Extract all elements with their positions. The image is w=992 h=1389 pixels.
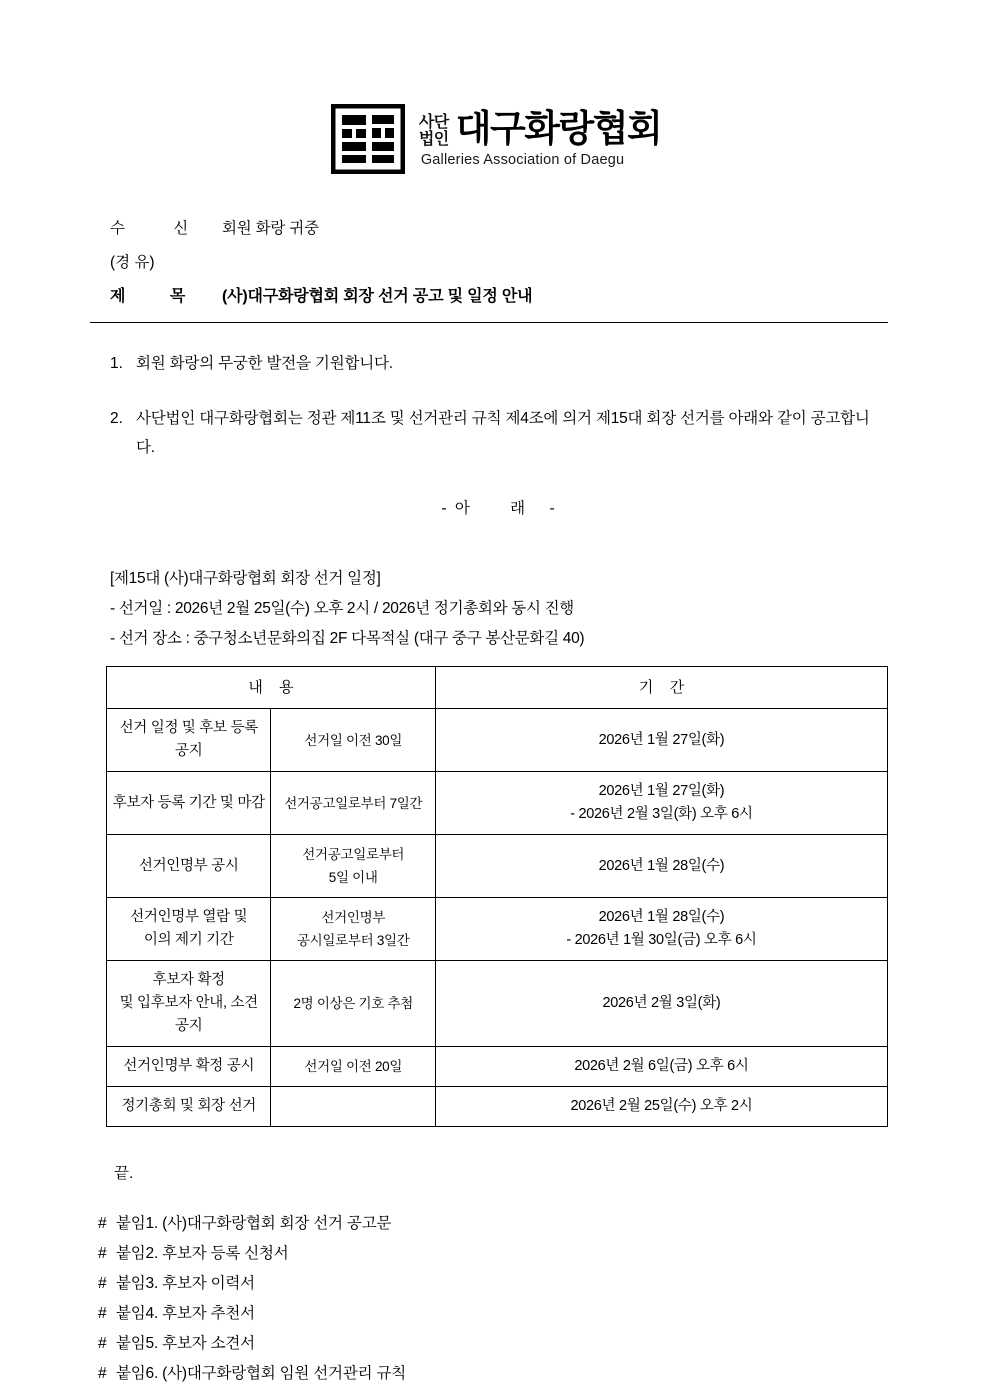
attachment-text: 붙임1. (사)대구화랑협회 회장 선거 공고문 — [116, 1215, 392, 1232]
schedule-line-date: - 선거일 : 2026년 2월 25일(수) 오후 2시 / 2026년 정기총회와 동시 진행 — [110, 600, 574, 617]
hash-marker: # — [98, 1305, 107, 1322]
row-period: 2026년 1월 27일(화) — [435, 709, 887, 772]
logo-sadan-text: 사단 — [418, 114, 449, 131]
header-divider — [90, 322, 888, 323]
arae-dash-left: - — [441, 500, 449, 517]
seal-logo-icon — [331, 104, 405, 174]
row-content: 선거인명부 확정 공시 — [107, 1047, 271, 1087]
table-row — [107, 835, 888, 898]
table-header-content: 내 용 — [107, 667, 436, 709]
row-basis: 선거일 이전 30일 — [271, 709, 435, 772]
logo-bubin-text: 법인 — [418, 131, 449, 148]
row-content: 후보자 확정 및 입후보자 안내, 소견 공지 — [107, 961, 271, 1047]
paragraph-2-number: 2. — [110, 410, 123, 427]
row-period: 2026년 1월 27일(화) - 2026년 2월 3일(화) 오후 6시 — [435, 772, 887, 835]
paragraph-2-text: 사단법인 대구화랑협회는 정관 제11조 및 선거관리 규칙 제4조에 의거 제15대 회장 선거를 아래와 같이 공고합니다. — [136, 410, 870, 456]
row-basis: 선거공고일로부터 7일간 — [271, 772, 435, 835]
table-body — [107, 709, 888, 1127]
logo-corporate-prefix — [419, 114, 449, 148]
row-period: 2026년 2월 3일(화) — [435, 961, 887, 1047]
via-row — [110, 246, 888, 280]
arae-label: 아 래 — [454, 500, 544, 517]
attachment-text: 붙임3. 후보자 이력서 — [116, 1275, 255, 1292]
hash-marker: # — [98, 1365, 107, 1382]
attachment-text: 붙임4. 후보자 추천서 — [116, 1305, 255, 1322]
row-basis: 선거일 이전 20일 — [271, 1047, 435, 1087]
arae-dash-right: - — [549, 500, 557, 517]
hash-marker: # — [98, 1245, 107, 1262]
election-schedule-table — [106, 666, 888, 1127]
row-basis — [271, 1087, 435, 1127]
document-body — [110, 349, 888, 654]
row-content: 선거 일정 및 후보 등록 공지 — [107, 709, 271, 772]
table-row — [107, 1087, 888, 1127]
schedule-title: [제15대 (사)대구화랑협회 회장 선거 일정] — [110, 570, 381, 587]
table-row — [107, 898, 888, 961]
row-basis: 선거공고일로부터 5일 이내 — [271, 835, 435, 898]
row-content: 후보자 등록 기간 및 마감 — [107, 772, 271, 835]
hash-marker: # — [98, 1275, 107, 1292]
paragraph-1 — [110, 349, 888, 378]
association-logo — [0, 0, 992, 174]
attachment-list — [98, 1209, 992, 1389]
list-item — [98, 1239, 992, 1269]
row-basis: 2명 이상은 기호 추첨 — [271, 961, 435, 1047]
recipient-value: 회원 화랑 귀중 — [222, 220, 319, 237]
table-header-period: 기 간 — [435, 667, 887, 709]
paragraph-1-text: 회원 화랑의 무궁한 발전을 기원합니다. — [136, 355, 393, 372]
row-content: 선거인명부 공시 — [107, 835, 271, 898]
list-item — [98, 1359, 992, 1389]
list-item — [98, 1299, 992, 1329]
paragraph-1-number: 1. — [110, 355, 123, 372]
row-period: 2026년 2월 25일(수) 오후 2시 — [435, 1087, 887, 1127]
subject-label: 제 목 — [110, 288, 206, 305]
list-item — [98, 1209, 992, 1239]
row-period: 2026년 2월 6일(금) 오후 6시 — [435, 1047, 887, 1087]
logo-name-en: Galleries Association of Daegu — [420, 152, 625, 168]
row-basis: 선거인명부 공시일로부터 3일간 — [271, 898, 435, 961]
row-period: 2026년 1월 28일(수) — [435, 835, 887, 898]
end-mark: 끝. — [114, 1165, 134, 1182]
table-row — [107, 709, 888, 772]
paragraph-2 — [110, 404, 888, 462]
table-row — [107, 1047, 888, 1087]
attachment-text: 붙임6. (사)대구화랑협회 임원 선거관리 규칙 — [116, 1365, 407, 1382]
recipient-label: 수 신 — [110, 220, 211, 237]
subject-value: (사)대구화랑협회 회장 선거 공고 및 일정 안내 — [222, 288, 533, 305]
document-header-fields — [110, 212, 888, 314]
row-content: 정기총회 및 회장 선거 — [107, 1087, 271, 1127]
hash-marker: # — [98, 1335, 107, 1352]
attachment-text: 붙임2. 후보자 등록 신청서 — [116, 1245, 289, 1262]
table-row — [107, 772, 888, 835]
subject-row — [110, 280, 888, 314]
list-item — [98, 1269, 992, 1299]
schedule-line-venue: - 선거 장소 : 중구청소년문화의집 2F 다목적실 (대구 중구 봉산문화길 40) — [110, 630, 585, 647]
table-row — [107, 961, 888, 1047]
row-period: 2026년 1월 28일(수) - 2026년 1월 30일(금) 오후 6시 — [435, 898, 887, 961]
via-label: (경 유) — [110, 254, 155, 271]
hash-marker: # — [98, 1215, 107, 1232]
attachment-text: 붙임5. 후보자 소견서 — [116, 1335, 255, 1352]
list-item — [98, 1329, 992, 1359]
logo-text-block — [419, 110, 661, 168]
arae-divider-text — [110, 496, 888, 518]
recipient-row — [110, 212, 888, 246]
table-header-row — [107, 667, 888, 709]
row-content: 선거인명부 열람 및 이의 제기 기간 — [107, 898, 271, 961]
logo-name-ko: 대구화랑협회 — [455, 108, 662, 149]
